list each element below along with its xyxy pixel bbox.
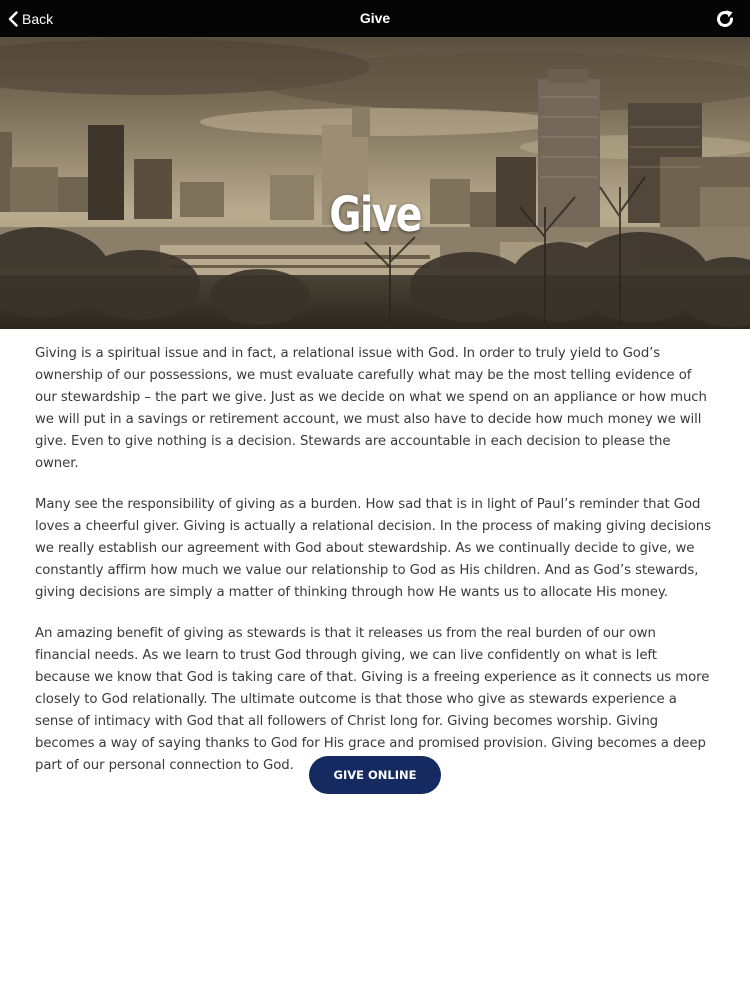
page-title: Give bbox=[359, 10, 391, 26]
refresh-button[interactable] bbox=[714, 8, 736, 30]
navigation-bar bbox=[0, 0, 750, 37]
back-label: Back bbox=[22, 10, 54, 27]
refresh-icon bbox=[714, 8, 736, 30]
give-online-button[interactable]: GIVE ONLINE bbox=[309, 756, 441, 794]
hero-title: Give bbox=[329, 187, 421, 243]
chevron-left-icon bbox=[8, 11, 18, 27]
hero-banner bbox=[0, 37, 750, 329]
paragraph-1: Giving is a spiritual issue and in fact, a relational issue with God. In order to truly yield to God’s ownership of our possessions, we must evaluate carefully what may be the most telling evidence of our stewardship – the part we give. Just as we decide on what we spend on an appliance or how much we will put in a savings or retirement account, we must also have to decide how much money we will give. Even to give nothing is a decision. Stewards are accountable in each decision to please the owner. bbox=[35, 346, 707, 471]
city-skyline-image bbox=[0, 37, 750, 329]
give-description bbox=[35, 343, 715, 796]
paragraph-3: An amazing benefit of giving as stewards is that it releases us from the real burden of our own financial needs. As we learn to trust God through giving, we can live confidently on what is left because we know that God is taking care of that. Giving is a freeing experience as it connects us more closely to God relationally. The ultimate outcome is that those who give as stewards experience a sense of intimacy with God that all followers of Christ long for. Giving becomes worship. Giving becomes a way of saying thanks to God for His grace and promised provision. Giving becomes a deep part of our personal connection to God. bbox=[35, 626, 710, 773]
back-button[interactable] bbox=[8, 0, 53, 37]
paragraph-2: Many see the responsibility of giving as a burden. How sad that is in light of Paul’s reminder that God loves a cheerful giver. Giving is actually a relational decision. In the process of making giving decisions we really establish our agreement with God about stewardship. As we continually decide to give, we constantly affirm how much we value our relationship to God as His children. And as God’s stewards, giving decisions are simply a matter of thinking through how He wants us to allocate His money. bbox=[35, 497, 711, 600]
